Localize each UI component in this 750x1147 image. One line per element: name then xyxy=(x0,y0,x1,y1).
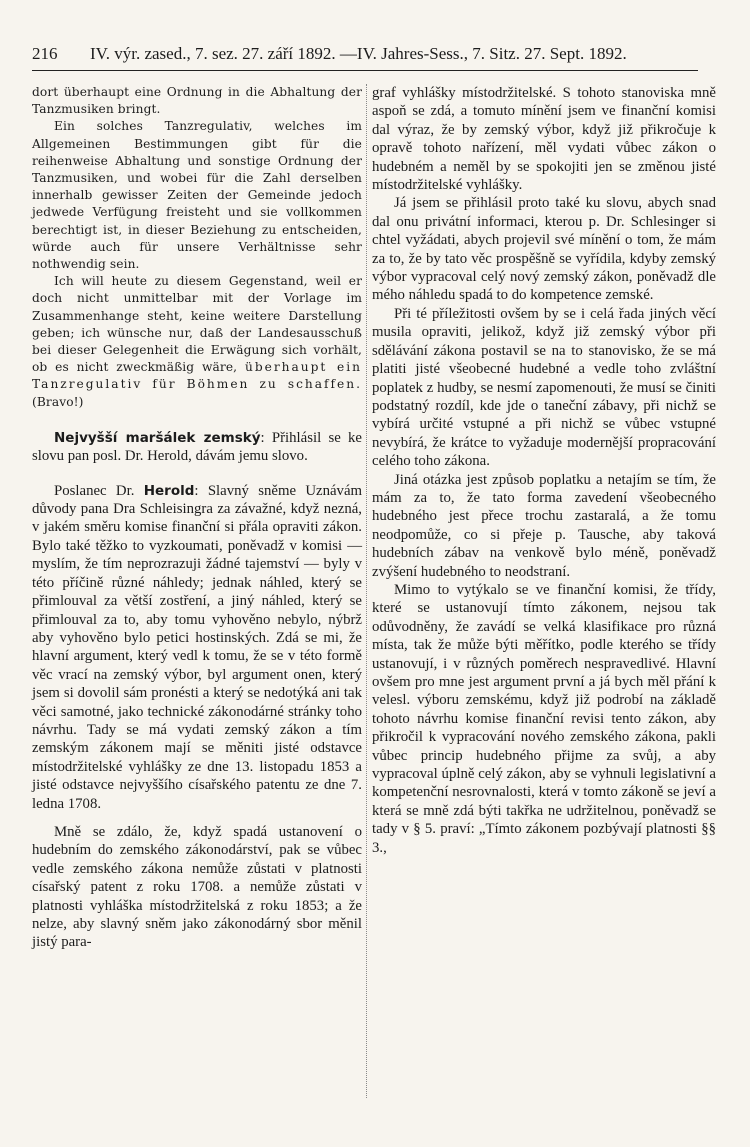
speaker-marshal-paragraph xyxy=(32,429,362,466)
running-header xyxy=(32,44,720,68)
column-divider xyxy=(366,84,367,1098)
right-paragraph-5: Mimo to vytýkalo se ve finanční komisi, že třídy, které se ustanovují tímto zákonem, nejsou tak odůvodněny, že zavádí se velká klasifikace pro různá místa, tak že může býti měřítko, podle kterého se třídy ustanovují, i v různých poměrech nespravedlivé. Hlavní ovšem pro mne jest argument první a já bych měl přání k velesl. výboru zemskému, když již podrobí na základě tohoto návrhu komise finanční revisi tento zákon, aby přikročil k vypracování nového zemského zákona, pakli vůbec princip hudebného přijme za svůj, a aby vypracoval úplně celý zákon, aby se vyhnuli legislativní a kompetenční nesrovnalosti, která v tomto zákoně se jeví a která se mně zdá býti takřka ne udržitelnou, poněvadž se tady v § 5. praví: „Tímto zákonem pozbývají platnosti §§ 3., xyxy=(372,581,716,856)
speaker-herold-text: : Slavný sněme Uznávám důvody pana Dra Schleisingra za závažné, když nezná, v jakém směru komise finanční si přála opraviti zákon. Bylo také těžko to vyzkoumati, poněvadž v komisi — myslím, že tím neprozrazuji žádné tajemství — byly v této příčině různé náhledy; jednak náhled, který se přimlouval za větší zostření, a jiný náhled, který se přimlouval za to, aby tomu vyhověno nebylo, nýbrž aby vyhověno bylo petici hostinských. Zdá se mi, že hlavní argument, který vedl k tomu, že se v této formě věc vrací na zemský výbor, byl argument onen, který jsem si dovolil sám pronésti a který se nedotýká ani tak věci samotné, jako technické zákonodárné stránky toho návrhu. Tady se má vydati zemský zákon a tím zemským zákonem mají se měniti jisté odstavce místodržitelské vyhlášky ze dne 13. listopadu 1853 a jisté odstavce nejvyššího císařského patentu ze dne 7. ledna 1708. xyxy=(32,482,363,812)
german-paragraph-3-main: Ich will heute zu diesem Gegenstand, weil er doch nicht unmittelbar mit der Vorlage im Zusammenhange steht, keine weitere Darstellung geben; ich wünsche nur, daß der Landesausschuß bei dieser Gelegenheit die Erwägung sich vorhält, ob es nicht zweckmäßig wäre, xyxy=(32,274,362,375)
speaker-herold-paragraph xyxy=(32,482,362,813)
speaker-herold-prefix: Poslanec Dr. xyxy=(54,482,135,499)
right-paragraph-2: Já jsem se přihlásil proto také ku slovu, abych snad dal onu privátní informaci, kterou p. Dr. Schlesinger si chtel vyžádati, abych projevil své mínění o tom, že mám za to, že by tato věc prospěšně se vyřídila, kdyby zemský výbor vypracoval celý nový zemský zákon, poněvadž dle mého náhledu spadá to do kompetence zemské. xyxy=(372,195,716,304)
german-paragraph-1: dort überhaupt eine Ordnung in die Abhaltung der Tanzmusiken bringt. xyxy=(32,85,362,117)
german-paragraph-3 xyxy=(32,273,362,411)
left-column xyxy=(32,84,362,952)
speaker-marshal-name: Nejvyšší maršálek zemský xyxy=(54,429,261,446)
header-rule xyxy=(32,70,698,71)
czech-paragraph-2: Mně se zdálo, že, když spadá ustanovení o hudebním do zemského zákonodárství, pak se vůbec vedle zemského zákona nemůže zůstati v platnosti císařský patent z roku 1708. a nemůže zůstati v platnosti vyhláška místodržitelská z roku 1853; a že nelze, aby slavný sněm jako zákonodárný sbor měnil jistý para- xyxy=(32,823,362,951)
speaker-marshal-text: : Přihlásil se ke slovu pan posl. Dr. Herold, dávám jemu slovo. xyxy=(32,429,362,465)
right-paragraph-4: Jiná otázka jest způsob poplatku a netajím se tím, že mám za to, že tato forma zavedení všeobecného hudebného jest přece trochu zastaralá, a že tomu neodpomůže, co si přeje p. Tausche, aby taková hudebních zábav na venkově bylo méně, poněvadž zvýšení hudebného to neodstraní. xyxy=(372,471,716,580)
speaker-herold-name: Herold xyxy=(143,482,195,499)
german-paragraph-3-spaced: überhaupt ein Tanzregulativ für Böhmen zu schaffen. xyxy=(32,360,362,392)
german-paragraph-2: Ein solches Tanzregulativ, welches im Allgemeinen Bestimmungen gibt für die reihenweise Abhaltung und sonstige Ordnung der Tanzmusiken, und wobei für die Zahl derselben innerhalb gewisser Zeiten der Gemeinde jedoch jedwede Verfügung freisteht und sie vollkommen berechtigt ist, in dieser Beziehung zu entscheiden, würde auch für unsere Verhältnisse sehr nothwendig sein. xyxy=(32,119,362,272)
right-column xyxy=(372,84,716,857)
right-paragraph-1: graf vyhlášky místodržitelské. S tohoto stanoviska mně aspoň se zdá, a tomuto mínění jsem ve finanční komisi dal výraz, že by zemský výbor, když již přikročuje k opravě tohoto nařízení, měl vydati vůbec zákon o hudebném a neměl by se spokojiti jen se změnou jisté místodržitelské vyhlášky. xyxy=(372,85,716,194)
running-head-text: IV. výr. zased., 7. sez. 27. září 1892. —IV. Jahres-Sess., 7. Sitz. 27. Sept. 1892. xyxy=(90,44,627,63)
applause-note: (Bravo!) xyxy=(32,394,84,409)
page-number: 216 xyxy=(32,44,58,63)
right-paragraph-3: Při té příležitosti ovšem by se i celá řada jiných věcí musila opraviti, jelikož, když již zemský výbor při sdělávání zákona postavil se na to stanovisko, že se má platiti jisté všeobecné hudebné a vedle toho zvláštní poplatek z hudby, se nesmí zapomenouti, že musí se činiti podstatný rozdíl, kde jde o taneční zábavy, při nichž se vybírá určité vstupné a při nichž se vůbec vstupné nevybírá, že krátce to vyžaduje modernější propracování celého toho zákona. xyxy=(372,305,716,470)
